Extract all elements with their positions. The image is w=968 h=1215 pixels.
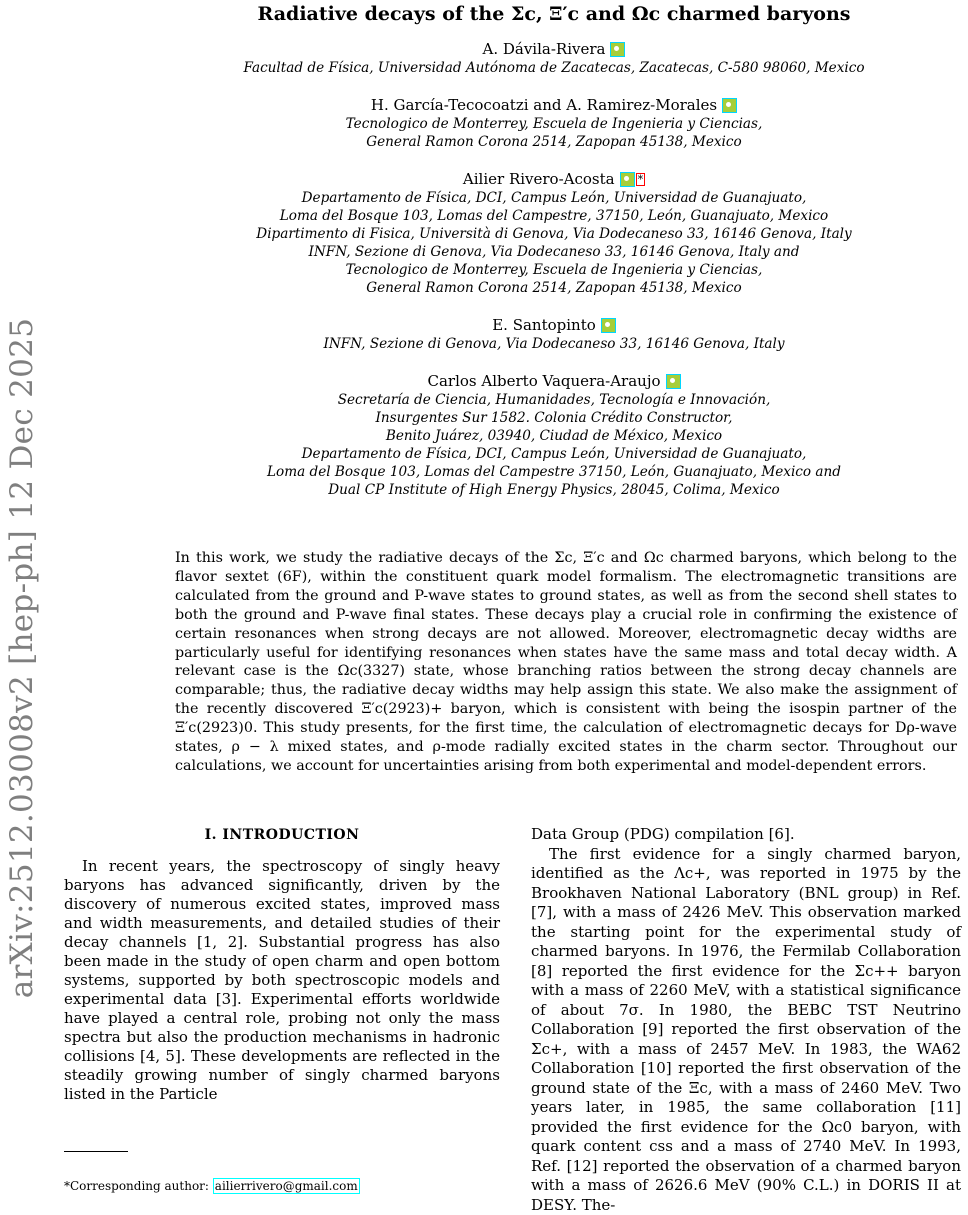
- affiliation: General Ramon Corona 2514, Zapopan 45138, Mexico: [150, 279, 958, 297]
- footnote: [64, 1179, 360, 1193]
- author-group-5: [150, 372, 958, 499]
- left-column: [64, 826, 500, 1104]
- affiliation: General Ramon Corona 2514, Zapopan 45138, Mexico: [150, 133, 958, 151]
- author-group-1: [150, 40, 958, 77]
- author-names: A. Dávila-Rivera: [483, 40, 606, 59]
- section-heading: I. INTRODUCTION: [64, 826, 500, 845]
- paper-header: [150, 0, 958, 499]
- footnote-label: *Corresponding author:: [64, 1179, 209, 1193]
- corresponding-author-mark[interactable]: *: [636, 173, 646, 186]
- arxiv-identifier: arXiv:2512.03008v2 [hep-ph] 12 Dec 2025: [4, 318, 40, 999]
- author-names: Carlos Alberto Vaquera-Araujo: [428, 372, 661, 391]
- affiliation: Dual CP Institute of High Energy Physics, 28045, Colima, Mexico: [150, 481, 958, 499]
- orcid-icon[interactable]: [620, 172, 635, 187]
- affiliation: INFN, Sezione di Genova, Via Dodecaneso 33, 16146 Genova, Italy and: [150, 243, 958, 261]
- affiliation: Loma del Bosque 103, Lomas del Campestre 37150, León, Guanajuato, Mexico and: [150, 463, 958, 481]
- affiliation: Facultad de Física, Universidad Autónoma de Zacatecas, Zacatecas, C-580 98060, Mexico: [150, 59, 958, 77]
- history-paragraph: The first evidence for a singly charmed baryon, identified as the Λc+, was reported in 1975 by the Brookhaven National Laboratory (BNL group) in Ref. [7], with a mass of 2426 MeV. This observation marked the starting point for the experimental study of charmed baryons. In 1976, the Fermilab Collaboration [8] reported the first evidence for the Σc++ baryon with a mass of 2260 MeV, with a statistical significance of about 7σ. In 1980, the BEBC TST Neutrino Collaboration [9] reported the first observation of the Σc+, with a mass of 2457 MeV. In 1983, the WA62 Collaboration [10] reported the first observation of the ground state of the Ξc, with a mass of 2460 MeV. Two years later, in 1985, the same collaboration [11] provided the first evidence for the Ωc0 baryon, with quark content css and a mass of 2740 MeV. In 1993, Ref. [12] reported the observation of a charmed baryon with a mass of 2626.6 MeV (90% C.L.) in DORIS II at DESY. The-: [531, 845, 961, 1215]
- abstract: In this work, we study the radiative decays of the Σc, Ξ′c and Ωc charmed baryons, which belong to the flavor sextet (6F), within the constituent quark model formalism. The electromagnetic transitions are calculated from the ground and P-wave states to ground states, as well as from the second shell states to both the ground and P-wave final states. These decays play a crucial role in confirming the existence of certain resonances when strong decays are not allowed. Moreover, electromagnetic decay widths are particularly useful for identifying resonances when states have the same mass and total decay width. A relevant case is the Ωc(3327) state, whose branching ratios between the strong decay channels are comparable; thus, the radiative decay widths may help assign this state. We also make the assignment of the recently discovered Ξ′c(2923)+ baryon, which is consistent with being the isospin partner of the Ξ′c(2923)0. This study presents, for the first time, the calculation of electromagnetic decays for Dρ-wave states, ρ − λ mixed states, and ρ-mode radially excited states in the charm sector. Throughout our calculations, we account for uncertainties arising from both experimental and model-dependent errors.: [175, 549, 957, 776]
- paper-title: Radiative decays of the Σc, Ξ′c and Ωc charmed baryons: [150, 3, 958, 25]
- email-link[interactable]: ailierrivero@gmail.com: [213, 1178, 360, 1194]
- affiliation: Secretaría de Ciencia, Humanidades, Tecnología e Innovación,: [150, 391, 958, 409]
- author-group-2: [150, 96, 958, 151]
- affiliation: Insurgentes Sur 1582. Colonia Crédito Constructor,: [150, 409, 958, 427]
- orcid-icon[interactable]: [722, 98, 737, 113]
- author-group-4: [150, 316, 958, 353]
- orcid-icon[interactable]: [666, 374, 681, 389]
- orcid-icon[interactable]: [601, 318, 616, 333]
- intro-paragraph: In recent years, the spectroscopy of singly heavy baryons has advanced significantly, driven by the discovery of numerous excited states, improved mass and width measurements, and detailed studies of their decay channels [1, 2]. Substantial progress has also been made in the study of open charm and open bottom systems, supported by both spectroscopic models and experimental data [3]. Experimental efforts worldwide have played a central role, probing not only the mass spectra but also the production mechanisms in hadronic collisions [4, 5]. These developments are reflected in the steadily growing number of singly charmed baryons listed in the Particle: [64, 857, 500, 1104]
- author-names: Ailier Rivero-Acosta: [463, 170, 615, 189]
- author-group-3: [150, 170, 958, 297]
- author-names: H. García-Tecocoatzi and A. Ramirez-Morales: [371, 96, 717, 115]
- affiliation: Departamento de Física, DCI, Campus León, Universidad de Guanajuato,: [150, 445, 958, 463]
- right-column: [531, 825, 961, 1215]
- affiliation: Departamento de Física, DCI, Campus León, Universidad de Guanajuato,: [150, 189, 958, 207]
- affiliation: INFN, Sezione di Genova, Via Dodecaneso 33, 16146 Genova, Italy: [150, 335, 958, 353]
- continued-text: Data Group (PDG) compilation [6].: [531, 825, 961, 845]
- affiliation: Dipartimento di Fisica, Università di Genova, Via Dodecaneso 33, 16146 Genova, Italy: [150, 225, 958, 243]
- affiliation: Benito Juárez, 03940, Ciudad de México, Mexico: [150, 427, 958, 445]
- orcid-icon[interactable]: [610, 42, 625, 57]
- affiliation: Loma del Bosque 103, Lomas del Campestre, 37150, León, Guanajuato, Mexico: [150, 207, 958, 225]
- affiliation: Tecnologico de Monterrey, Escuela de Ingenieria y Ciencias,: [150, 115, 958, 133]
- footnote-rule: [64, 1151, 128, 1152]
- author-names: E. Santopinto: [492, 316, 596, 335]
- affiliation: Tecnologico de Monterrey, Escuela de Ingenieria y Ciencias,: [150, 261, 958, 279]
- arxiv-sidebar-stamp: [4, 338, 40, 978]
